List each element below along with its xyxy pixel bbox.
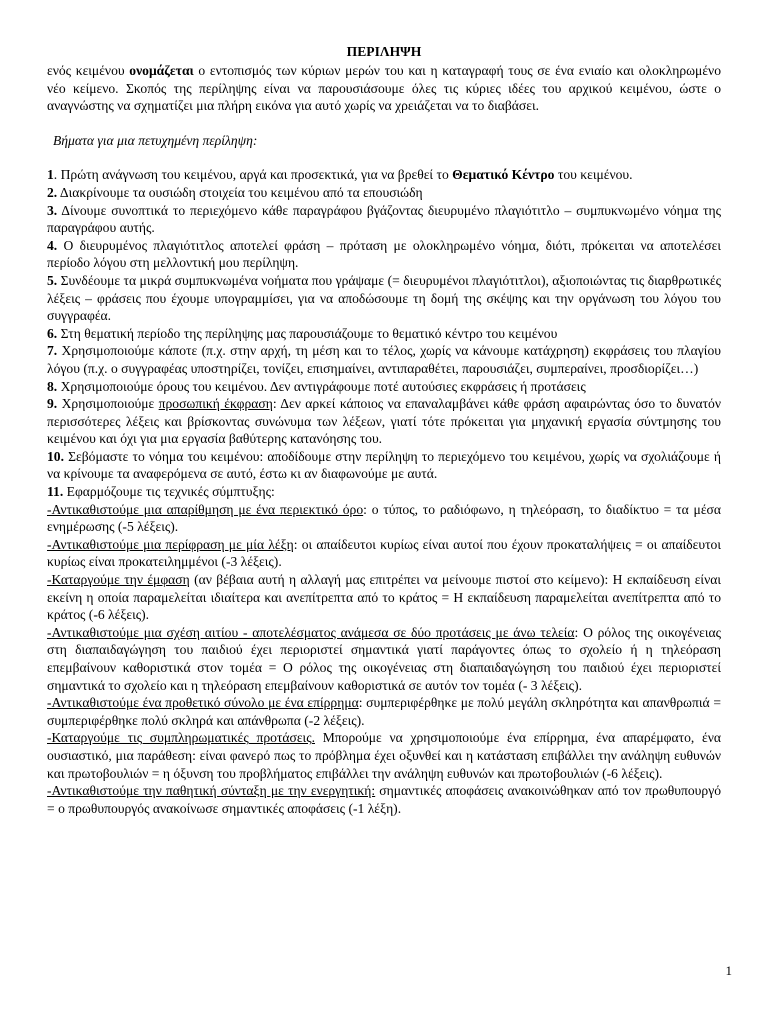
step-1 [47, 166, 721, 184]
technique-example: σημαντικές αποφάσεις ανακοινώθηκαν από τον πρωθυπουργό = ο πρωθυπουργός ανακοίνωσε σημαντικές αποφάσεις (-1 λέξη). [47, 783, 721, 816]
step-7 [47, 342, 721, 377]
step-9 [47, 395, 721, 448]
step-number: 1 [47, 167, 54, 183]
step-number: 9. [47, 396, 58, 412]
intro-bold-term: ονομάζεται [129, 63, 194, 78]
technique-title: -Αντικαθιστούμε μια απαρίθμηση με ένα περιεκτικό όρο [47, 501, 364, 517]
step-number: 11. [47, 484, 64, 500]
step-2 [47, 184, 721, 202]
spacer [47, 149, 721, 166]
technique-title: -Αντικαθιστούμε μια περίφραση με μία λέξη [47, 536, 294, 552]
technique-example: Μπορούμε να χρησιμοποιούμε ένα επίρρημα, ένα απαρέμφατο, ένα ουσιαστικό, μια παράθεση: είναι φανερό πως το πρόβλημα έχει οξυνθεί και η κατάσταση επιβάλλει την ανάληψη ευθυνών και πρωτοβουλιών = η όξυνση του προβλήματος επιβάλλει την ανάληψη ευθυνών και πρωτοβουλιών (-6 λέξεις). [47, 730, 721, 781]
step-number: 2. [47, 184, 58, 200]
document-body [47, 42, 721, 817]
step-text: Διακρίνουμε τα ουσιώδη στοιχεία του κειμένου από τα επουσιώδη [57, 184, 423, 200]
step-6 [47, 325, 721, 343]
step-text: Στη θεματική περίοδο της περίληψης μας παρουσιάζουμε το θεματικό κέντρο του κειμένου [57, 325, 558, 341]
step-3 [47, 202, 721, 237]
step-number: 10. [47, 448, 64, 464]
technique-example: : συμπεριφέρθηκε με πολύ μεγάλη σκληρότητα και απανθρωπιά = συμπεριφέρθηκε πολύ σκληρά και απάνθρωπα (-2 λέξεις). [47, 695, 721, 728]
step-number: 4. [47, 237, 58, 253]
technique-title: -Καταργούμε τις συμπληρωματικές προτάσεις. [47, 730, 315, 746]
step-text: . Πρώτη ανάγνωση του κειμένου, αργά και προσεκτικά, για να βρεθεί το [53, 167, 453, 183]
step-text: Χρησιμοποιούμε [57, 396, 159, 412]
step-number: 6. [47, 325, 58, 341]
step-text: Εφαρμόζουμε τις τεχνικές σύμπτυξης: [63, 484, 275, 500]
technique-6 [47, 729, 721, 782]
technique-2 [47, 536, 721, 571]
technique-title: -Καταργούμε την έμφαση [47, 572, 190, 588]
step-8 [47, 378, 721, 396]
step-text-end: του κειμένου. [554, 167, 633, 183]
technique-3 [47, 571, 721, 624]
step-number: 5. [47, 272, 58, 288]
step-number: 7. [47, 343, 58, 359]
step-text-end: : Δεν αρκεί κάποιος να επαναλαμβάνει κάθε φράση αφαιρώντας όσο το δυνατόν περισσότερες λέξεις και βρίσκοντας συνώνυμα των λέξεων, γιατί τότε πρόκειται για μηχανική εργασία σύντμησης του κειμένου και όχι για μια εργασία βαθύτερης κατανόησης του. [47, 396, 722, 447]
step-text: Σεβόμαστε το νόημα του κειμένου: αποδίδουμε στην περίληψη το περιεχόμενο του κειμένου, χωρίς να σχολιάζουμε ή να κρίνουμε τα αναφερόμενα σε αυτό, έστω κι αν διαφωνούμε με αυτά. [47, 448, 721, 482]
technique-7 [47, 782, 721, 817]
technique-5 [47, 694, 721, 729]
step-text: Ο διευρυμένος πλαγιότιτλος αποτελεί φράση – πρόταση με ολοκληρωμένο νόημα, διότι, πρόκειται να αποτελέσει περίοδο λόγου στη μελλοντική μου περίληψη. [47, 237, 721, 271]
intro-text-start: ενός κειμένου [47, 63, 130, 78]
technique-title: -Αντικαθιστούμε την παθητική σύνταξη με την ενεργητική: [47, 783, 376, 799]
underlined-term: προσωπική έκφραση [158, 396, 273, 412]
page-number: 1 [725, 963, 732, 978]
technique-1 [47, 501, 721, 536]
intro-paragraph [47, 62, 721, 115]
technique-example: : οι απαίδευτοι κυρίως είναι αυτοί που έχουν προκαταλήψεις = οι απαίδευτοι κυρίως είναι προκατειλημμένοι (-3 λέξεις). [47, 536, 721, 570]
technique-example: (αν βέβαια αυτή η αλλαγή μας επιτρέπει να μείνουμε πιστοί στο κείμενο): Η εκπαίδευση είναι εκείνη η οποία παραμελείται ιδιαίτερα και ανεπίτρεπτα από το κράτος = Η εκπαίδευση παραμελείται ανεπίτρεπτα από το κράτος (-6 λέξεις). [47, 572, 721, 623]
thematic-center-term: Θεματικό Κέντρο [452, 167, 555, 183]
technique-example: : Ο ρόλος της οικογένειας στη διαπαιδαγώγηση του παιδιού έχει περιοριστεί σημαντικά γιατί παράγοντες όπως το σχολείο ή η τηλεόραση επεμβαίνουν καθοριστικά στον τομέα = Ο ρόλος της οικογένειας στη διαπαιδαγώγηση του παιδιού έχει περιοριστεί σημαντικά το σχολείο και η τηλεόραση επεμβαίνουν καθοριστικά σε αυτόν τον τομέα (- 3 λέξεις). [47, 624, 721, 693]
step-number: 3. [47, 202, 58, 218]
step-number: 8. [47, 378, 58, 394]
step-text: Συνδέουμε τα μικρά συμπυκνωμένα νοήματα που γράψαμε (= διευρυμένοι πλαγιότιτλοι), αξιοποιώντας τις διαρθρωτικές λέξεις – φράσεις που έχουμε υπογραμμίσει, για να αποδώσουμε τη δομή της σκέψης και την οργάνωση του λόγου του συγγραφέα. [47, 272, 721, 324]
step-text: Δίνουμε συνοπτικά το περιεχόμενο κάθε παραγράφου βγάζοντας διευρυμένο πλαγιότιτλο – συμπυκνωμένο νόημα της παραγράφου αυτής. [47, 202, 721, 236]
step-10 [47, 448, 721, 483]
step-11 [47, 483, 721, 501]
steps-heading: Βήματα για μια πετυχημένη περίληψη: [53, 132, 258, 148]
intro-text-rest: ο εντοπισμός των κύριων μερών του και η καταγραφή τους σε ένα ενιαίο και ολοκληρωμένο νέο κείμενο. Σκοπός της περίληψης είναι να παρουσιάσουμε όλες τις κύριες ιδέες του αρχικού κειμένου, ώστε ο αναγνώστης να σχηματίζει μια πλήρη εικόνα για αυτό χωρίς να χρειάζεται να το διαβάσει. [47, 63, 721, 114]
spacer [47, 115, 721, 132]
technique-example: : ο τύπος, το ραδιόφωνο, η τηλεόραση, το διαδίκτυο = τα μέσα ενημέρωσης (-5 λέξεις). [47, 501, 721, 535]
technique-title: -Αντικαθιστούμε μια σχέση αιτίου - αποτελέσματος ανάμεσα σε δύο προτάσεις με άνω τελεία [47, 624, 575, 640]
technique-4 [47, 624, 721, 694]
step-5 [47, 272, 721, 325]
step-4 [47, 237, 721, 272]
step-text: Χρησιμοποιούμε όρους του κειμένου. Δεν αντιγράφουμε ποτέ αυτούσιες εκφράσεις ή προτάσεις [57, 378, 586, 394]
page-title: ΠΕΡΙΛΗΨΗ [346, 44, 422, 59]
technique-title: -Αντικαθιστούμε ένα προθετικό σύνολο με ένα επίρρημα [47, 695, 359, 711]
step-text: Χρησιμοποιούμε κάποτε (π.χ. στην αρχή, τη μέση και το τέλος, χωρίς να κάνουμε κατάχρηση) εκφράσεις του πλαγίου λόγου (π.χ. ο συγγραφέας υποστηρίζει, τονίζει, επισημαίνει, αντιπαραθέτει, παρουσιάζει, συμπεραίνει, προσδιορίζει…) [47, 343, 721, 376]
